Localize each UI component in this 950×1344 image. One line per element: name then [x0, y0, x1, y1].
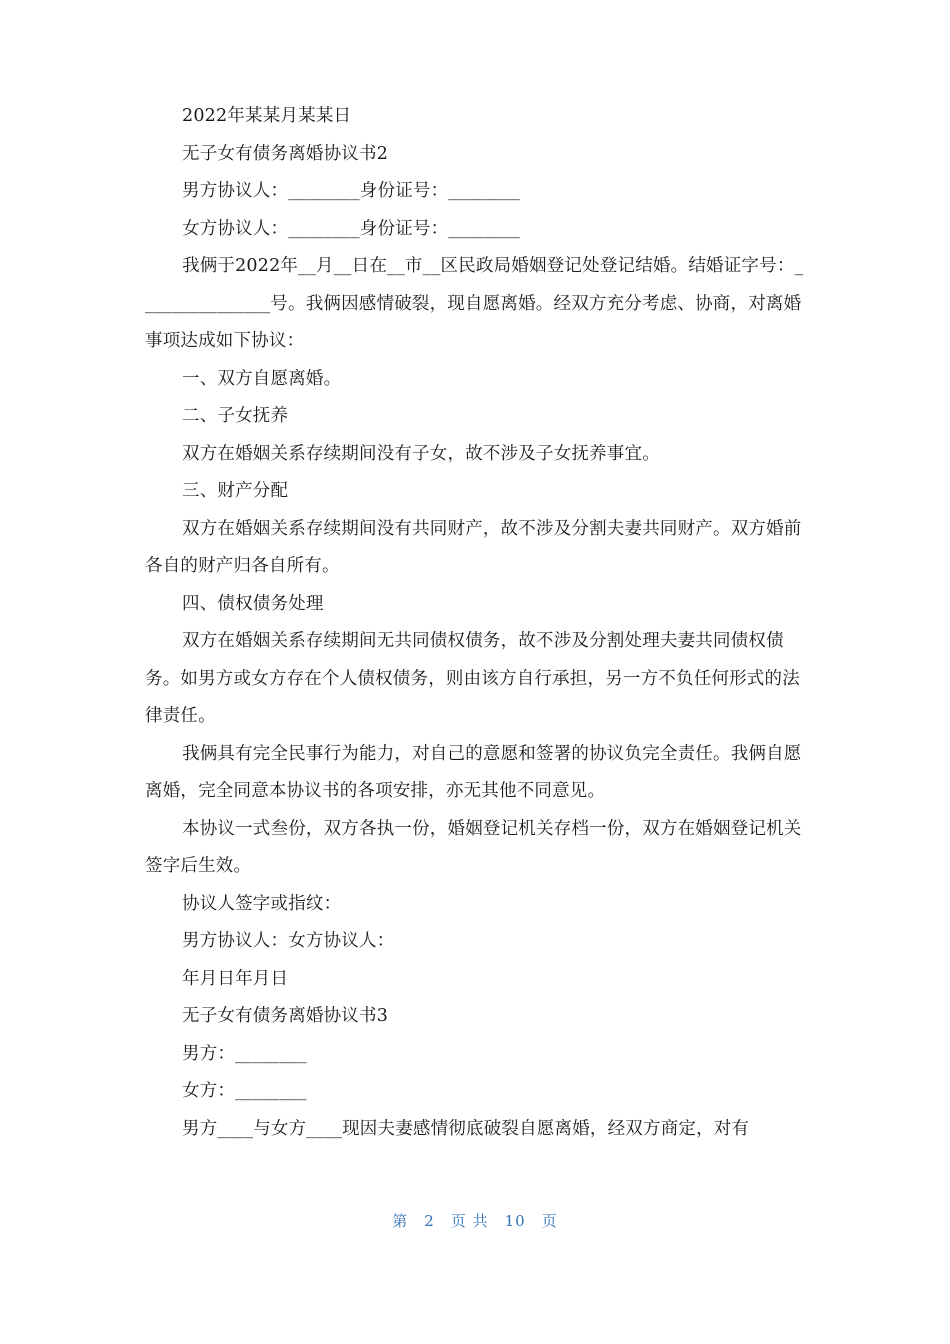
marriage-registration-paragraph: 我俩于2022年__月__日在__市__区民政局婚姻登记处登记结婚。结婚证字号：_______________号。我俩因感情破裂，现自愿离婚。经双方充分考虑、协商，对离婚事项达成如下协议：	[145, 256, 804, 351]
male-party-line: 男方协议人：________身份证号：________	[182, 181, 520, 201]
page-label-mid: 页 共	[450, 1212, 489, 1230]
total-pages-number: 10	[504, 1212, 526, 1230]
clause-3-body: 双方在婚姻关系存续期间没有共同财产，故不涉及分割夫妻共同财产。双方婚前各自的财产归各自所有。	[145, 518, 802, 576]
clause-4-body: 双方在婚姻关系存续期间无共同债权债务，故不涉及分割处理夫妻共同债权债务。如男方或女方存在个人债权债务，则由该方自行承担，另一方不负任何形式的法律责任。	[145, 631, 800, 726]
female-line-3: 女方：________	[182, 1081, 307, 1101]
page-footer	[0, 1210, 950, 1231]
document-body	[145, 98, 805, 1148]
signature-label: 协议人签字或指纹：	[182, 893, 342, 914]
page-label-prefix: 第	[392, 1212, 409, 1230]
clause-1-heading: 一、双方自愿离婚。	[182, 368, 342, 389]
female-party-line: 女方协议人：________身份证号：________	[182, 218, 520, 239]
current-page-number: 2	[424, 1212, 435, 1230]
date-line: 2022年某某月某某日	[182, 106, 352, 126]
agreement-intro-3: 男方____与女方____现因夫妻感情彻底破裂自愿离婚，经双方商定，对有	[182, 1118, 750, 1139]
clause-4-heading: 四、债权债务处理	[182, 593, 324, 614]
clause-3-heading: 三、财产分配	[182, 481, 289, 501]
capacity-statement: 我俩具有完全民事行为能力，对自己的意愿和签署的协议负完全责任。我俩自愿离婚，完全同意本协议书的各项安排，亦无其他不同意见。	[145, 743, 802, 801]
section-title-2: 无子女有债务离婚协议书2	[182, 143, 389, 164]
copies-statement: 本协议一式叁份，双方各执一份，婚姻登记机关存档一份，双方在婚姻登记机关签字后生效。	[145, 818, 802, 876]
page-label-suffix: 页	[541, 1212, 558, 1230]
clause-2-heading: 二、子女抚养	[182, 406, 289, 426]
section-title-3: 无子女有债务离婚协议书3	[182, 1006, 389, 1026]
signature-parties: 男方协议人：女方协议人：	[182, 931, 395, 951]
male-line-3: 男方：________	[182, 1043, 307, 1064]
signature-dates: 年月日年月日	[182, 968, 289, 989]
clause-2-body: 双方在婚姻关系存续期间没有子女，故不涉及子女抚养事宜。	[182, 443, 660, 464]
